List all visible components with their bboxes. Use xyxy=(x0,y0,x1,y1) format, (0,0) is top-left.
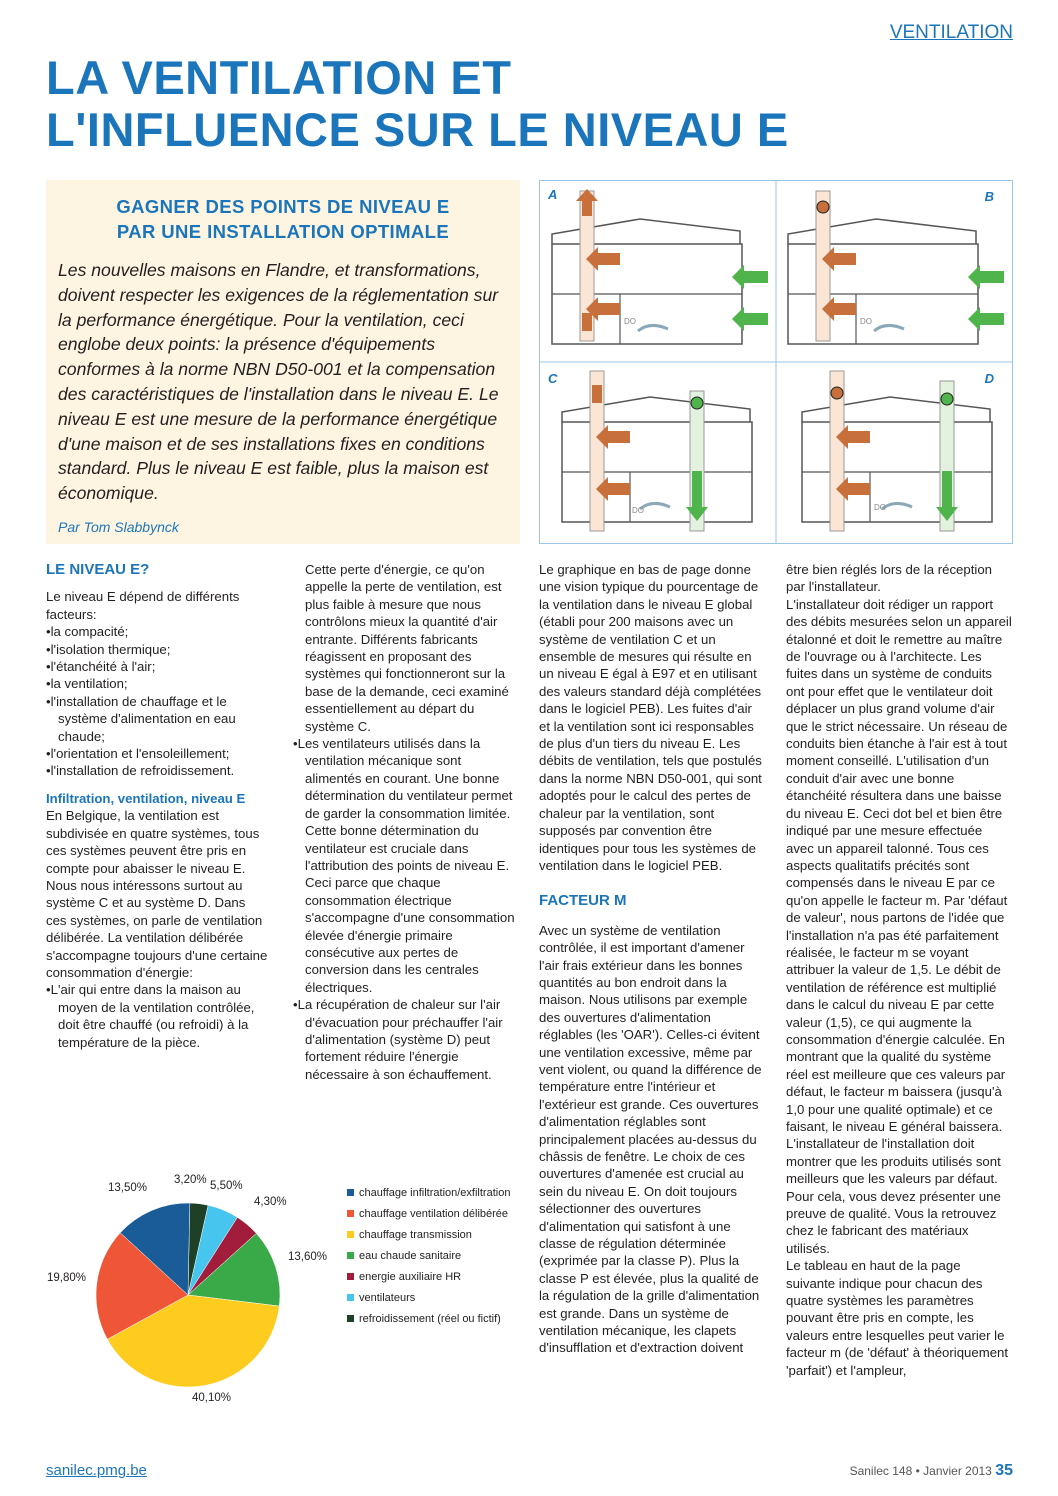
column-3 xyxy=(539,561,765,1357)
ventilation-systems-diagram xyxy=(539,180,1013,544)
title-line-1: LA VENTILATION ET xyxy=(46,51,512,104)
legend-item: chauffage ventilation délibérée xyxy=(347,1207,517,1221)
section-tag: VENTILATION xyxy=(889,22,1013,43)
pie-chart xyxy=(40,1165,340,1425)
bullet: •L'air qui entre dans la maison au moyen de la ventilation contrôlée, doit être chauffé (ou refroidi) à la température de la pièce. xyxy=(46,982,255,1050)
page-title xyxy=(46,52,866,156)
col4-para2: L'installateur doit rédiger un rapport des débits mesurées selon un appareil étalonné et doit le remettre au maître de l'ouvrage ou à l'architecte. Les fuites dans un système de conduits ont pour effet que le ventilateur doit déplacer un plus grand volume d'air que le strict nécessaire. Un réseau de conduits bien étanche à l'air est à tout moment conseillé. L'utilisation d'un conduit d'air avec une bonne étanchéité résultera dans une baisse du niveau E. Ceci dot bel et bien être indiqué par une mesure effectuée avec un appareil talonné. Tous ces aspects qualitatifs précités sont compensés dans le niveau E par ce qu'on appelle le facteur m. Par 'défaut de valeur', nous partons de l'idée que l'installation n'a pas été parfaitement réalisée, le facteur m se voyant attribuer la valeur de 1,5. Le débit de ventilation de référence est multiplié dans le calcul du niveau E par cette valeur (1,5), ce qui augmente la consommation d'énergie calculée. En montrant que la qualité du système réel est meilleure que ces valeurs par défaut, le facteur m baissera (jusqu'à 1,0 pour une qualité optimale) et ce faisant, le niveau E général baissera. xyxy=(786,596,1012,1134)
pie-label-ventilateurs: 5,50% xyxy=(210,1180,243,1192)
legend-item: ventilateurs xyxy=(347,1291,517,1305)
column-2 xyxy=(293,561,519,1083)
do-label-d: DO xyxy=(874,503,886,512)
diagram-label-d: D xyxy=(984,371,994,386)
pie-label-ventilation: 19,80% xyxy=(47,1272,87,1284)
legend-item: energie auxiliaire HR xyxy=(347,1270,517,1284)
legend-swatch xyxy=(347,1315,354,1322)
diagram-label-c: C xyxy=(548,371,558,386)
footer-issue xyxy=(850,1462,1013,1480)
col1-intro: Le niveau E dépend de différents facteurs: xyxy=(46,589,240,622)
bullet: •l'étanchéité à l'air; xyxy=(46,659,156,675)
pie-label-eau-chaude: 13,60% xyxy=(288,1251,328,1263)
subheading-infiltration: Infiltration, ventilation, niveau E xyxy=(46,790,246,806)
bullet: •l'installation de refroidissement. xyxy=(46,763,235,779)
column-4 xyxy=(786,561,1013,1379)
heading-niveau-e: LE NIVEAU E? xyxy=(46,561,150,578)
title-line-2: L'INFLUENCE SUR LE NIVEAU E xyxy=(46,103,789,156)
diagram-label-b: B xyxy=(984,189,994,204)
diagram-a xyxy=(552,189,768,344)
legend-item: eau chaude sanitaire xyxy=(347,1249,517,1263)
bullet: •La récupération de chaleur sur l'air d'évacuation pour préchauffer l'air d'alimentation (système D) peut fortement réduire l'énergie nécessaire à son échauffement. xyxy=(293,997,503,1082)
diagram-label-a: A xyxy=(548,187,558,202)
diagram-d xyxy=(802,371,992,531)
col4-para3: L'installateur de l'installation doit montrer que les produits utilisés sont meilleurs que les valeurs par défaut. Pour cela, vous devez présenter une preuve de qualité. Vous la retrouvez chez le fabricant des matériaux utilisés. xyxy=(786,1136,1001,1256)
page-number: 35 xyxy=(995,1462,1013,1479)
col4-para: être bien réglés lors de la réception par l'installateur. xyxy=(786,562,992,595)
pie-legend xyxy=(347,1186,517,1333)
bullet: •la compacité; xyxy=(46,624,129,640)
legend-swatch xyxy=(347,1189,354,1196)
legend-swatch xyxy=(347,1252,354,1259)
pie-label-refroidissement: 3,20% xyxy=(174,1174,207,1186)
byline: Par Tom Slabbynck xyxy=(58,519,179,535)
legend-swatch xyxy=(347,1273,354,1280)
bullet: •l'installation de chauffage et le système d'alimentation en eau chaude; xyxy=(46,693,236,744)
col3-para: Le graphique en bas de page donne une vision typique du pourcentage de la ventilation dans le niveau E global (établi pour 200 maisons avec un système de ventilation C et un ensemble de mesures qui résulte en un niveau E égal à E97 et en utilisant des valeurs standard déjà complétées dans le logiciel PEB). Les fuites d'air et la ventilation sont ici responsables de plus d'un tiers du niveau E. Les débits de ventilation, tels que postulés dans la norme NBN D50-001, qui sont adoptés pour le calcul des pertes de chaleur par la ventilation, sont supposés par convention être identiques pour tous les systèmes de ventilation dans le logiciel PEB. xyxy=(539,562,762,873)
col2-para: Cette perte d'énergie, ce qu'on appelle la perte de ventilation, est plus faible à mesure que nous contrôlons mieux la quantité d'air entrante. Différents fabricants réagissent en proposant des systèmes qui fonctionneront sur la base de la demande, ceci examiné essentiellement au départ du système C. xyxy=(305,562,509,734)
footer-issue-text: Sanilec 148 • Janvier 2013 xyxy=(849,1464,992,1478)
col4-para4: Le tableau en haut de la page suivante indique pour chacun des quatre systèmes les paramètres pouvant être pris en compte, les valeurs entre lesquelles peut varier le facteur m (de 'défaut' à théoriquement 'parfait') et l'ampleur, xyxy=(786,1258,1009,1378)
pie-chart-svg xyxy=(40,1165,340,1425)
col3-para2: Avec un système de ventilation contrôlée, il est important d'amener l'air frais extérieur dans les bonnes quantités au bon endroit dans la maison. Nous utilisons par exemple des ouvertures d'alimentation réglables (les 'OAR'). Celles-ci évitent une ventilation excessive, même par vent violent, ou quand la différence de température entre l'intérieur et l'extérieur est grande. Ces ouvertures d'alimentation réglables sont principalement placées au-dessus du châssis de fenêtre. Le choix de ces ouvertures d'amenée est crucial au sein du niveau E. On doit toujours sélectionner des ouvertures d'alimentation qui satisfont à une classe de régulation déterminée (exprimée par la classe P). Plus la classe P est élevée, plus la qualité de la régulation de la grille d'alimentation est grande. Dans un système de ventilation mécanique, les clapets d'insufflation et d'extraction doivent xyxy=(539,922,762,1356)
bullet: •l'orientation et l'ensoleillement; xyxy=(46,746,230,762)
legend-swatch xyxy=(347,1210,354,1217)
bullet: •la ventilation; xyxy=(46,676,128,692)
legend-swatch xyxy=(347,1294,354,1301)
intro-box xyxy=(46,180,520,544)
legend-item: chauffage infiltration/exfiltration xyxy=(347,1186,517,1200)
heading-facteur-m: FACTEUR M xyxy=(539,892,627,910)
legend-item: refroidissement (réel ou fictif) xyxy=(347,1312,517,1326)
col1-para: En Belgique, la ventilation est subdivisée en quatre systèmes, tous ces systèmes peuvent être pris en compte pour abaisser le niveau E. Nous nous intéressons surtout au système C et au système D. Dans ces systèmes, on parle de ventilation délibérée. La ventilation délibérée s'accompagne toujours d'une certaine consommation d'énergie: xyxy=(46,808,268,980)
do-label-a: DO xyxy=(624,317,636,326)
pie-label-transmission: 40,10% xyxy=(192,1392,232,1404)
pie-label-infiltration: 13,50% xyxy=(108,1182,148,1194)
pie-label-energie-aux: 4,30% xyxy=(254,1196,287,1208)
diagram-b xyxy=(788,191,1004,344)
intro-heading-line-2: PAR UNE INSTALLATION OPTIMALE xyxy=(116,221,450,242)
do-label-b: DO xyxy=(860,317,872,326)
intro-heading-line-1: GAGNER DES POINTS DE NIVEAU E xyxy=(116,196,450,217)
bullet: •l'isolation thermique; xyxy=(46,641,171,657)
bullet: •Les ventilateurs utilisés dans la ventilation mécanique sont alimentés en courant. Une bonne détermination du ventilateur permet de garder la consommation limitée. Cette bonne détermination du ventilateur est cruciale dans l'attribution des points de niveau E. Ceci parce que chaque consommation électrique s'accompagne d'une consommation élevée d'énergie primaire consécutive aux pertes de conversion dans les centrales électriques. xyxy=(293,736,515,995)
legend-swatch xyxy=(347,1231,354,1238)
do-label-c: DO xyxy=(632,506,644,515)
intro-heading xyxy=(46,194,520,244)
diagram-svg xyxy=(540,181,1012,543)
legend-item: chauffage transmission xyxy=(347,1228,517,1242)
column-1 xyxy=(46,561,268,1051)
footer-site-link[interactable]: sanilec.pmg.be xyxy=(46,1462,147,1479)
diagram-c xyxy=(562,371,752,531)
intro-text: Les nouvelles maisons en Flandre, et transformations, doivent respecter les exigences de la réglementation sur la performance énergétique. Pour la ventilation, ceci englobe deux points: la présence d'équipements conformes à la norme NBN D50-001 et la compensation des caractéristiques de l'installation dans le niveau E. Le niveau E est une mesure de la performance énergétique d'une maison et de ses installations fixes en conditions standard. Plus le niveau E est faible, plus la maison est économique. xyxy=(58,260,499,504)
